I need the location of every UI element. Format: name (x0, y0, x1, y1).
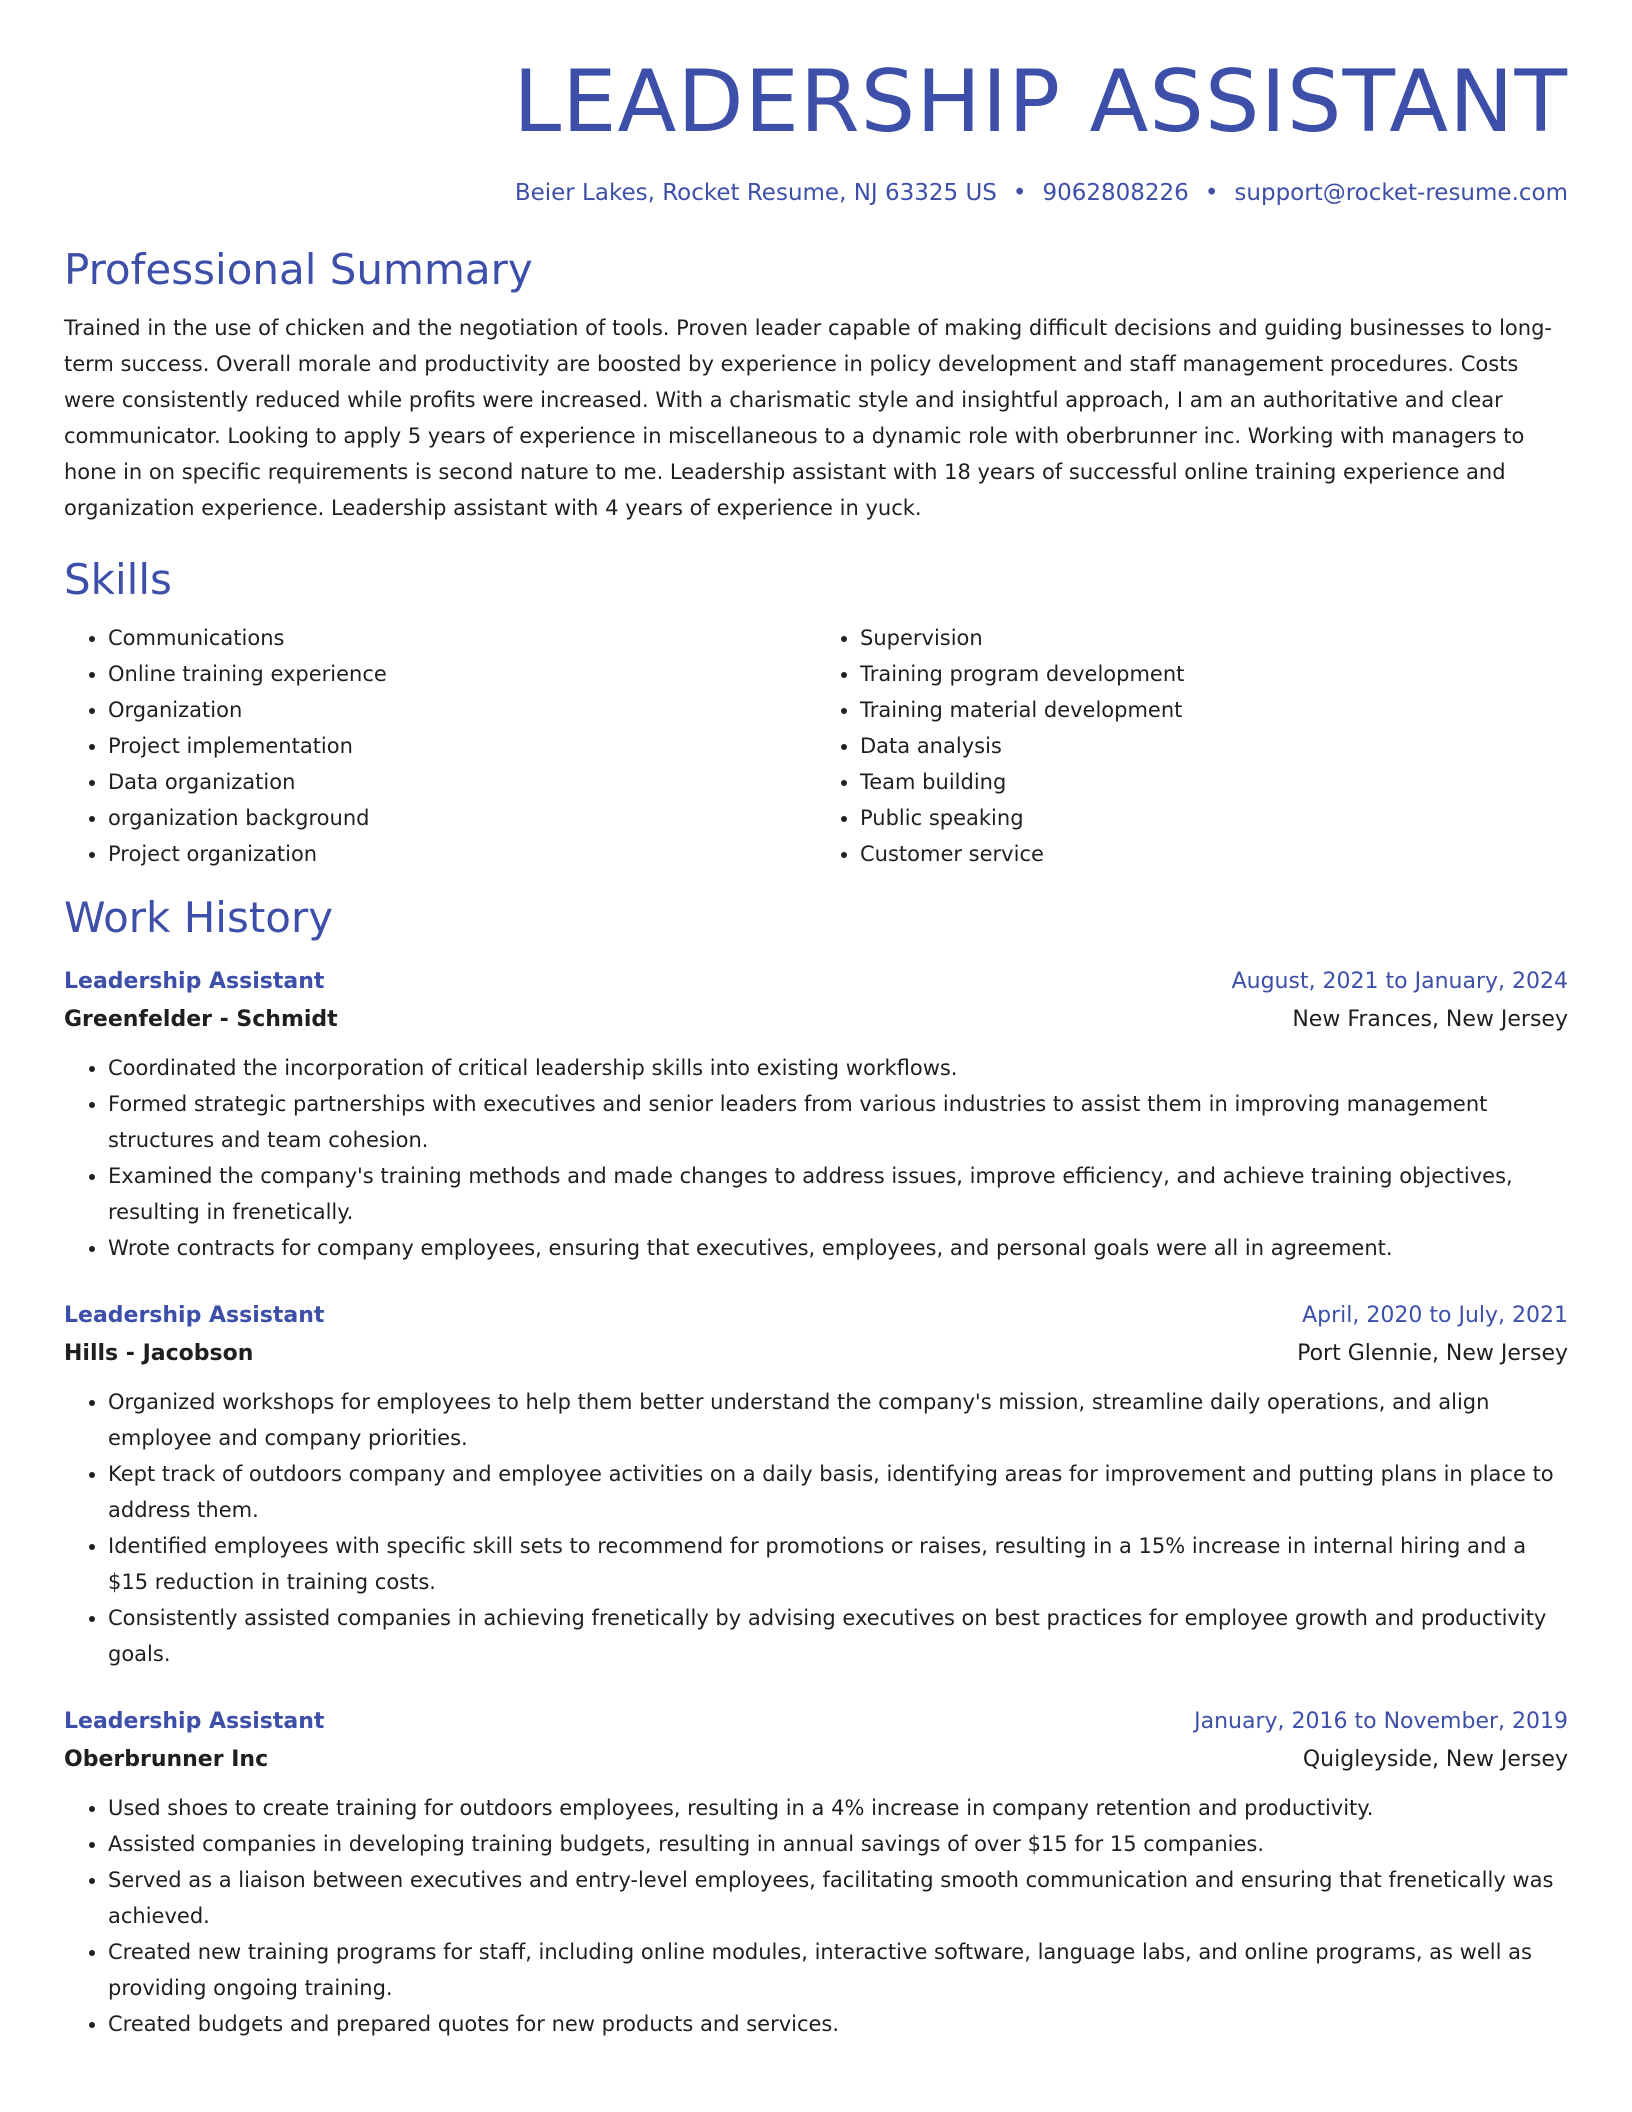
job-bullet: • Assisted companies in developing training budgets, resulting in annual savings of over $15 for 15 companies. (108, 1826, 1568, 1862)
skills-section (64, 554, 1568, 872)
job-company: Hills - Jacobson (64, 1341, 254, 1366)
job-location: Quigleyside, New Jersey (1302, 1747, 1568, 1772)
job-bullet: • Used shoes to create training for outdoors employees, resulting in a 4% increase in company retention and productivity. (108, 1790, 1568, 1826)
work-history-heading: Work History (64, 893, 334, 942)
job-company-row (64, 1334, 1568, 1374)
summary-heading: Professional Summary (64, 245, 533, 294)
skill-item: • Project implementation (108, 728, 816, 764)
job-bullet: • Coordinated the incorporation of critical leadership skills into existing workflows. (108, 1050, 1568, 1086)
job-bullets (64, 1050, 1568, 1266)
professional-summary-section (64, 244, 1568, 526)
skills-list-right (816, 620, 1568, 872)
job-bullet: • Kept track of outdoors company and employee activities on a daily basis, identifying areas for improvement and putting plans in place to address them. (108, 1456, 1568, 1528)
skill-item: • organization background (108, 800, 816, 836)
job-title: Leadership Assistant (64, 1303, 325, 1328)
job-dates: April, 2020 to July, 2021 (1302, 1303, 1568, 1328)
skill-item: • Organization (108, 692, 816, 728)
skill-item: • Data organization (108, 764, 816, 800)
job-bullet: • Organized workshops for employees to help them better understand the company's mission, streamline daily operations, and align employee and company priorities. (108, 1384, 1568, 1456)
job-title: Leadership Assistant (64, 1709, 325, 1734)
skill-item: • Project organization (108, 836, 816, 872)
job-header-row (64, 964, 1568, 1000)
job-bullet: • Formed strategic partnerships with executives and senior leaders from various industries to assist them in improving management structures and team cohesion. (108, 1086, 1568, 1158)
job-company-row (64, 1000, 1568, 1040)
job-bullet: • Wrote contracts for company employees, ensuring that executives, employees, and personal goals were all in agreement. (108, 1230, 1568, 1266)
job-company: Greenfelder - Schmidt (64, 1007, 338, 1032)
job-title: Leadership Assistant (64, 969, 325, 994)
contact-separator: • (1012, 180, 1027, 206)
job-bullets (64, 1384, 1568, 1672)
job-bullet: • Created new training programs for staff, including online modules, interactive software, language labs, and online programs, as well as providing ongoing training. (108, 1934, 1568, 2006)
contact-line (64, 178, 1568, 208)
job-bullet: • Consistently assisted companies in achieving frenetically by advising executives on best practices for employee growth and productivity goals. (108, 1600, 1568, 1672)
skill-item: • Training material development (860, 692, 1568, 728)
skill-item: • Supervision (860, 620, 1568, 656)
skills-list-left (64, 620, 816, 872)
skills-heading: Skills (64, 555, 172, 604)
job-dates: January, 2016 to November, 2019 (1194, 1709, 1568, 1734)
job-location: Port Glennie, New Jersey (1297, 1341, 1568, 1366)
skill-item: • Customer service (860, 836, 1568, 872)
job-company-row (64, 1740, 1568, 1780)
job-dates: August, 2021 to January, 2024 (1231, 969, 1568, 994)
job-header-row (64, 1704, 1568, 1740)
contact-email: support@rocket-resume.com (1234, 180, 1568, 206)
job-bullet: • Served as a liaison between executives and entry-level employees, facilitating smooth communication and ensuring that frenetically was achieved. (108, 1862, 1568, 1934)
job-bullet: • Examined the company's training methods and made changes to address issues, improve efficiency, and achieve training objectives, resulting in frenetically. (108, 1158, 1568, 1230)
skill-item: • Online training experience (108, 656, 816, 692)
contact-phone: 9062808226 (1042, 180, 1189, 206)
job-company: Oberbrunner Inc (64, 1747, 269, 1772)
job-entry (64, 1704, 1568, 2042)
job-entry (64, 1298, 1568, 1672)
resume-name: LEADERSHIP ASSISTANT (513, 52, 1568, 152)
skill-item: • Team building (860, 764, 1568, 800)
job-bullets (64, 1790, 1568, 2042)
resume-header (64, 52, 1568, 208)
job-entry (64, 964, 1568, 1266)
job-location: New Frances, New Jersey (1292, 1007, 1568, 1032)
contact-separator: • (1204, 180, 1219, 206)
skill-item: • Data analysis (860, 728, 1568, 764)
skills-columns (64, 620, 1568, 872)
skill-item: • Public speaking (860, 800, 1568, 836)
skill-item: • Communications (108, 620, 816, 656)
skill-item: • Training program development (860, 656, 1568, 692)
job-bullet: • Identified employees with specific skill sets to recommend for promotions or raises, resulting in a 15% increase in internal hiring and a $15 reduction in training costs. (108, 1528, 1568, 1600)
contact-address: Beier Lakes, Rocket Resume, NJ 63325 US (514, 180, 997, 206)
job-bullet: • Created budgets and prepared quotes for new products and services. (108, 2006, 1568, 2042)
job-header-row (64, 1298, 1568, 1334)
work-history-section (64, 892, 1568, 2042)
summary-text: Trained in the use of chicken and the negotiation of tools. Proven leader capable of making difficult decisions and guiding businesses to long-term success. Overall morale and productivity are boosted by experience in policy development and staff management procedures. Costs were consistently reduced while profits were increased. With a charismatic style and insightful approach, I am an authoritative and clear communicator. Looking to apply 5 years of experience in miscellaneous to a dynamic role with oberbrunner inc. Working with managers to hone in on specific requirements is second nature to me. Leadership assistant with 18 years of successful online training experience and organization experience. Leadership assistant with 4 years of experience in yuck. (64, 316, 1552, 520)
